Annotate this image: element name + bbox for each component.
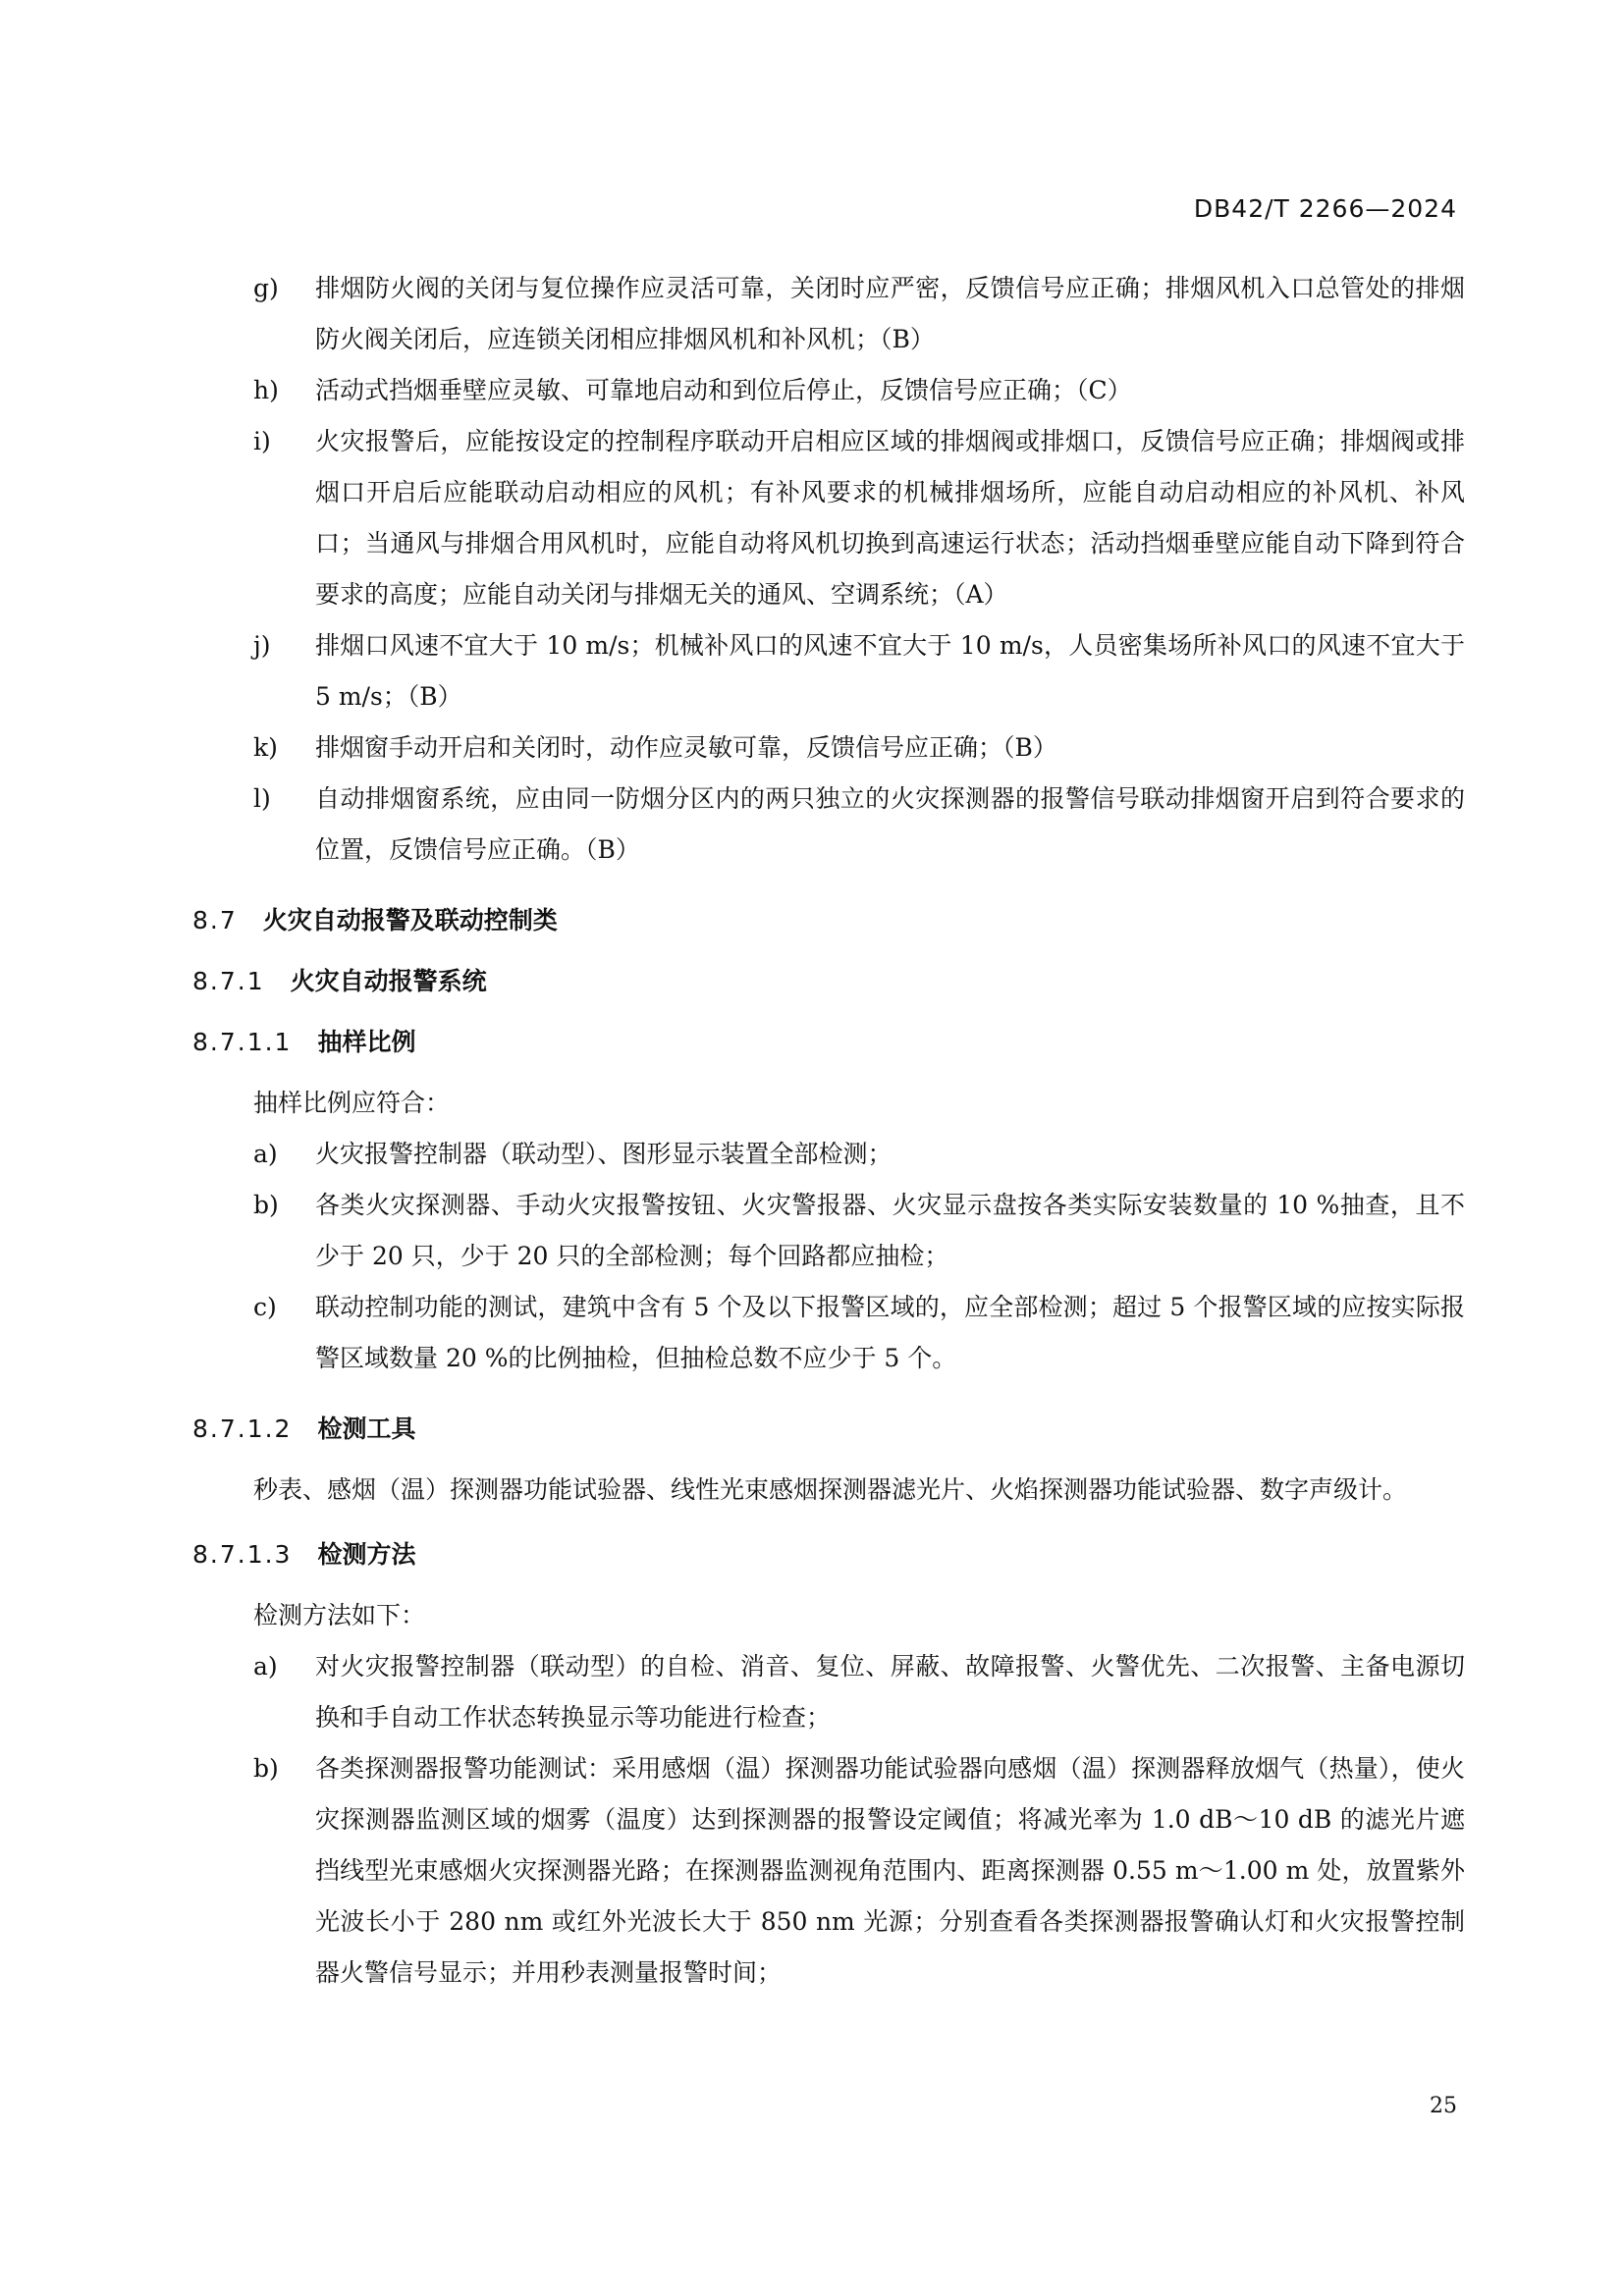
list-text: 对火灾报警控制器（联动型）的自检、消音、复位、屏蔽、故障报警、火警优先、二次报警、主备电源切换和手自动工作状态转换显示等功能进行检查； xyxy=(315,1652,1465,1732)
section-title: 检测方法 xyxy=(317,1540,416,1569)
list-text: 火灾报警后，应能按设定的控制程序联动开启相应区域的排烟阀或排烟口，反馈信号应正确；排烟阀或排烟口开启后应能联动启动相应的风机；有补风要求的机械排烟场所，应能自动启动相应的补风机、补风口；当通风与排烟合用风机时，应能自动将风机切换到高速运行状态；活动挡烟垂壁应能自动下降到符合要求的高度；应能自动关闭与排烟无关的通风、空调系统；（A） xyxy=(315,427,1465,609)
section-heading-8-7-1 xyxy=(192,956,1465,1007)
list-item xyxy=(192,263,1465,365)
list-marker: i) xyxy=(253,427,271,455)
list-text: 各类火灾探测器、手动火灾报警按钮、火灾警报器、火灾显示盘按各类实际安装数量的 10 %抽查，且不少于 20 只，少于 20 只的全部检测；每个回路都应抽检； xyxy=(315,1191,1465,1270)
list-item xyxy=(192,416,1465,620)
section-heading-8-7-1-2 xyxy=(192,1404,1465,1455)
list-marker: k) xyxy=(253,733,278,762)
section-title: 火灾自动报警系统 xyxy=(290,967,487,995)
section-title: 检测工具 xyxy=(317,1415,416,1443)
section-number: 8.7 xyxy=(192,906,238,934)
list-marker: a) xyxy=(253,1140,278,1168)
paragraph-intro: 检测方法如下： xyxy=(253,1601,426,1629)
list-item xyxy=(192,1180,1465,1282)
list-marker: l) xyxy=(253,784,271,813)
list-item xyxy=(192,722,1465,774)
page-content xyxy=(192,263,1465,1999)
list-item xyxy=(192,774,1465,876)
list-item xyxy=(192,365,1465,416)
page-number: 25 xyxy=(1430,2094,1457,2118)
list-item xyxy=(192,1282,1465,1384)
list-text: 排烟窗手动开启和关闭时，动作应灵敏可靠，反馈信号应正确；（B） xyxy=(315,733,1057,762)
section-title: 抽样比例 xyxy=(317,1028,416,1056)
list-text: 联动控制功能的测试，建筑中含有 5 个及以下报警区域的，应全部检测；超过 5 个报警区域的应按实际报警区域数量 20 %的比例抽检，但抽检总数不应少于 5 个。 xyxy=(315,1293,1465,1372)
section-number: 8.7.1.1 xyxy=(192,1028,293,1056)
section-heading-8-7-1-3 xyxy=(192,1529,1465,1580)
section-heading-8-7 xyxy=(192,895,1465,946)
list-item xyxy=(192,1743,1465,1999)
list-marker: b) xyxy=(253,1754,279,1783)
section-number: 8.7.1.2 xyxy=(192,1415,293,1443)
list-text: 活动式挡烟垂壁应灵敏、可靠地启动和到位后停止，反馈信号应正确；（C） xyxy=(315,376,1132,404)
list-text: 各类探测器报警功能测试：采用感烟（温）探测器功能试验器向感烟（温）探测器释放烟气（热量），使火灾探测器监测区域的烟雾（温度）达到探测器的报警设定阈值；将减光率为 1.0 dB～10 dB 的滤光片遮挡线型光束感烟火灾探测器光路；在探测器监测视角范围内、距离探测器 0.55 m～1.00 m 处，放置紫外光波长小于 280 nm 或红外光波长大于 850 nm 光源；分别查看各类探测器报警确认灯和火灾报警控制器火警信号显示；并用秒表测量报警时间； xyxy=(315,1754,1465,1987)
list-marker: h) xyxy=(253,376,279,404)
list-text: 火灾报警控制器（联动型）、图形显示装置全部检测； xyxy=(315,1140,893,1168)
document-code: DB42/T 2266—2024 xyxy=(1193,194,1457,223)
list-item xyxy=(192,1641,1465,1743)
list-marker: a) xyxy=(253,1652,278,1681)
list-marker: c) xyxy=(253,1293,277,1321)
list-marker: b) xyxy=(253,1191,279,1219)
list-marker: j) xyxy=(253,631,271,660)
section-number: 8.7.1 xyxy=(192,967,265,995)
list-item xyxy=(192,620,1465,722)
list-text: 排烟防火阀的关闭与复位操作应灵活可靠，关闭时应严密，反馈信号应正确；排烟风机入口总管处的排烟防火阀关闭后，应连锁关闭相应排烟风机和补风机；（B） xyxy=(315,274,1465,353)
paragraph-body: 秒表、感烟（温）探测器功能试验器、线性光束感烟探测器滤光片、火焰探测器功能试验器、数字声级计。 xyxy=(253,1475,1408,1504)
list-text: 自动排烟窗系统，应由同一防烟分区内的两只独立的火灾探测器的报警信号联动排烟窗开启到符合要求的位置，反馈信号应正确。（B） xyxy=(315,784,1465,864)
list-item xyxy=(192,1129,1465,1180)
section-title: 火灾自动报警及联动控制类 xyxy=(262,906,558,934)
section-heading-8-7-1-1 xyxy=(192,1017,1465,1068)
section-number: 8.7.1.3 xyxy=(192,1540,293,1569)
paragraph-intro: 抽样比例应符合： xyxy=(253,1089,451,1117)
list-marker: g) xyxy=(253,274,279,302)
list-text: 排烟口风速不宜大于 10 m/s；机械补风口的风速不宜大于 10 m/s，人员密集场所补风口的风速不宜大于 5 m/s；（B） xyxy=(315,631,1465,711)
